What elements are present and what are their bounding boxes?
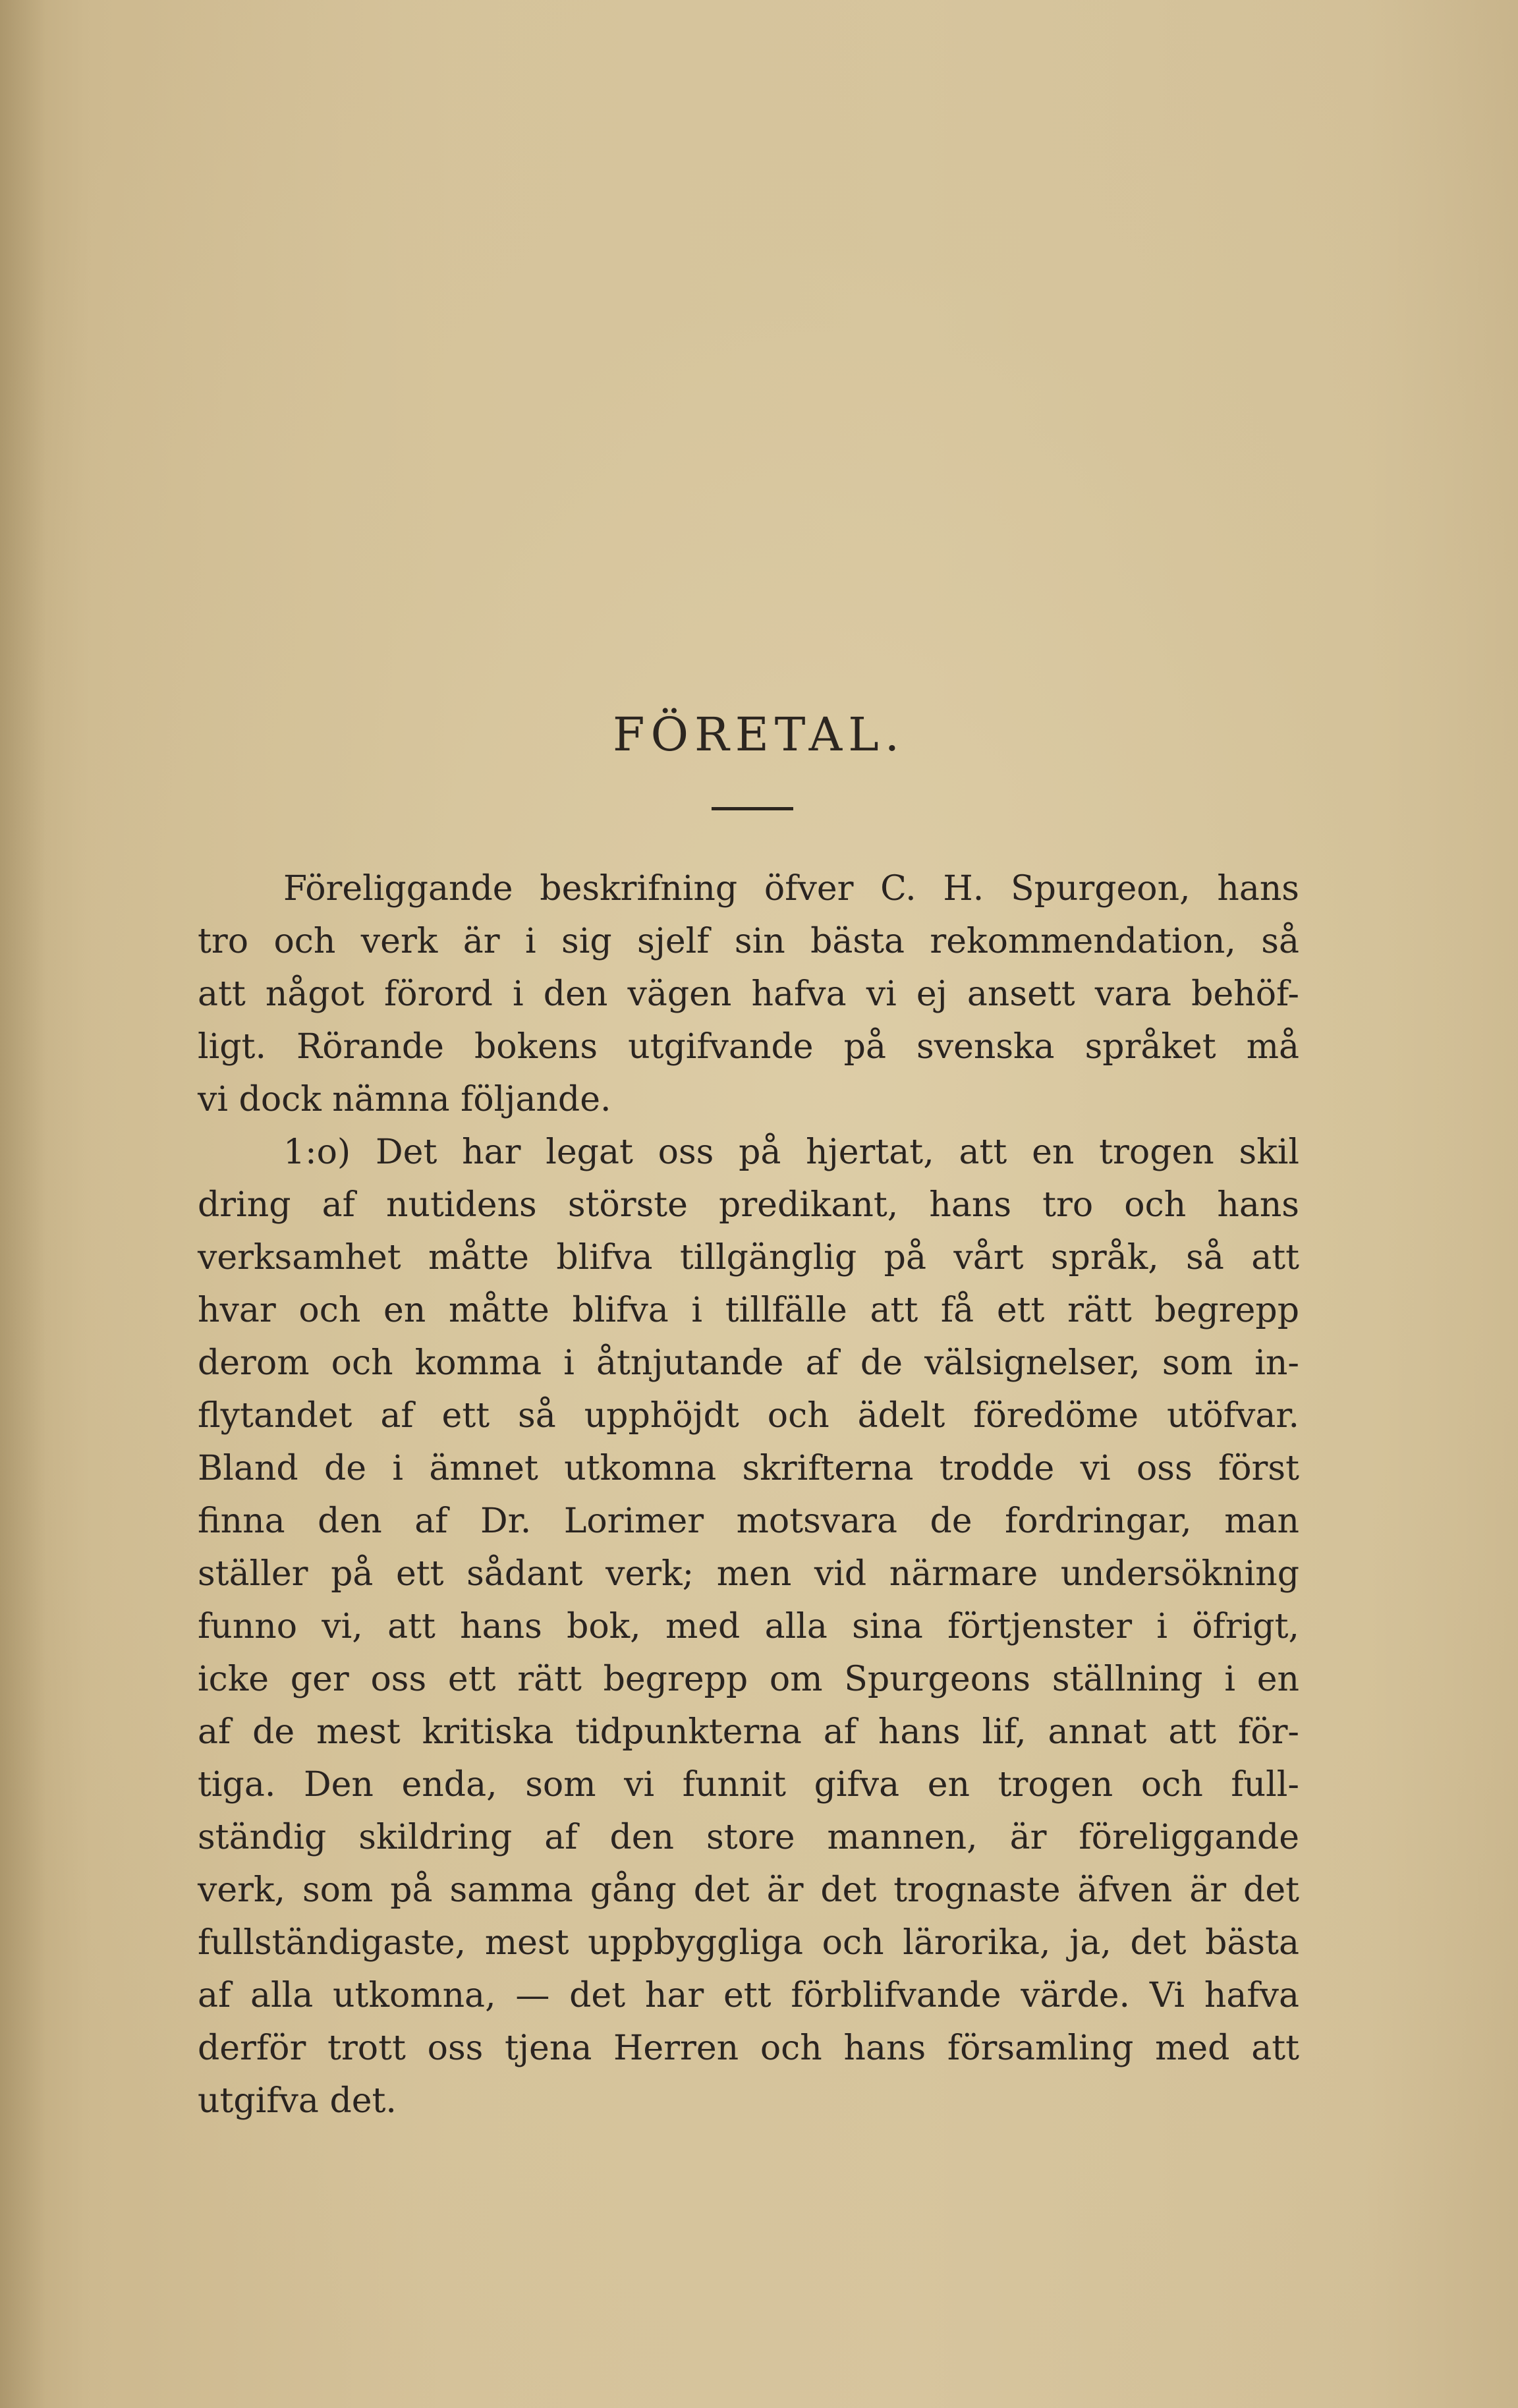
- text-line: dring af nutidens störste predikant, hans tro och hans: [198, 1185, 1299, 1225]
- text-line: tiga. Den enda, som vi funnit gifva en trogen och full-: [198, 1765, 1299, 1805]
- text-line: 1:o) Det har legat oss på hjertat, att en trogen skil: [283, 1133, 1299, 1172]
- body-text: [198, 862, 1299, 2127]
- page-title: FÖRETAL.: [613, 708, 905, 762]
- text-line: ligt. Rörande bokens utgifvande på svenska språket må: [198, 1027, 1299, 1067]
- text-line: hvar och en måtte blifva i tillfälle att få ett rätt begrepp: [198, 1291, 1299, 1330]
- text-line: fullständigaste, mest uppbyggliga och lärorika, ja, det bästa: [198, 1923, 1299, 1963]
- text-line: derför trott oss tjena Herren och hans församling med att: [198, 2029, 1299, 2068]
- text-line: icke ger oss ett rätt begrepp om Spurgeons ställning i en: [198, 1660, 1299, 1699]
- text-line: finna den af Dr. Lorimer motsvara de fordringar, man: [198, 1501, 1299, 1541]
- text-line: funno vi, att hans bok, med alla sina förtjenster i öfrigt,: [198, 1607, 1299, 1646]
- text-line: flytandet af ett så upphöjdt och ädelt föredöme utöfvar.: [198, 1396, 1299, 1436]
- text-line: vi dock nämna följande.: [198, 1080, 611, 1119]
- text-line: derom och komma i åtnjutande af de välsignelser, som in-: [198, 1343, 1299, 1383]
- text-line: Bland de i ämnet utkomna skrifterna trodde vi oss först: [198, 1449, 1299, 1488]
- text-line: af alla utkomna, — det har ett förblifvande värde. Vi hafva: [198, 1976, 1299, 2015]
- text-line: verk, som på samma gång det är det trognaste äfven är det: [198, 1870, 1299, 1910]
- text-line: af de mest kritiska tidpunkterna af hans lif, annat att för-: [198, 1712, 1299, 1752]
- text-line: tro och verk är i sig sjelf sin bästa rekommendation, så: [198, 922, 1299, 961]
- text-line: ställer på ett sådant verk; men vid närmare undersökning: [198, 1554, 1299, 1594]
- title-rule: [712, 807, 793, 810]
- text-line: Föreliggande beskrifning öfver C. H. Spurgeon, hans: [283, 869, 1299, 909]
- text-line: ständig skildring af den store mannen, är föreliggande: [198, 1818, 1299, 1857]
- spine-shadow: [0, 0, 46, 2408]
- text-line: utgifva det.: [198, 2081, 397, 2121]
- text-line: att något förord i den vägen hafva vi ej ansett vara behöf-: [198, 974, 1299, 1014]
- text-line: verksamhet måtte blifva tillgänglig på vårt språk, så att: [198, 1238, 1299, 1277]
